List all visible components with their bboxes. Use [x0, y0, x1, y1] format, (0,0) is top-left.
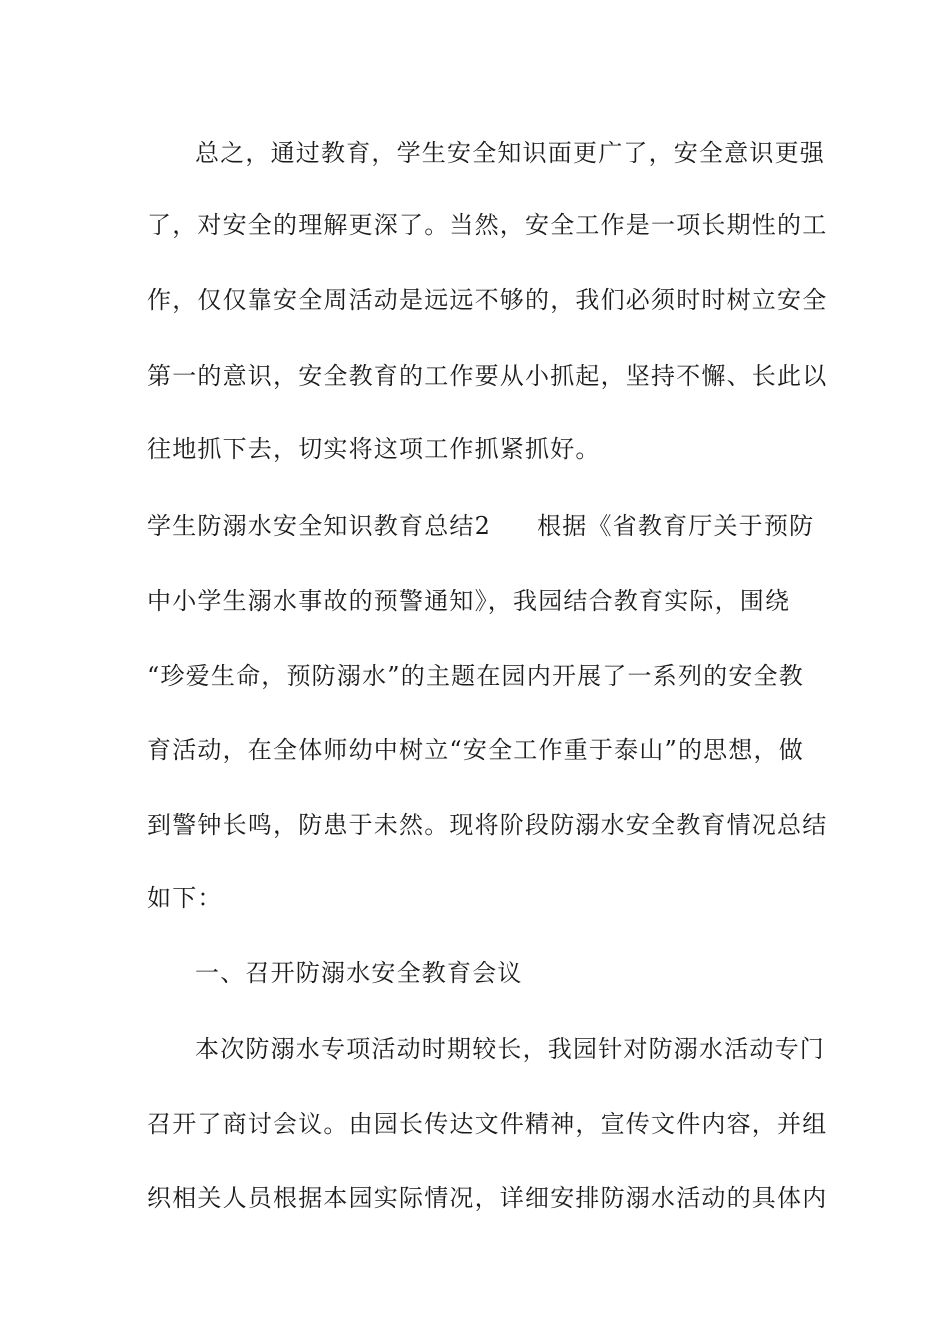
paragraph-line: 第一的意识，安全教育的工作要从小抓起，坚持不懈、长此以: [147, 362, 828, 390]
paragraph-start: 根据《省教育厅关于预防: [537, 512, 815, 540]
section-title: 学生防溺水安全知识教育总结2: [147, 512, 492, 540]
paragraph-line: 作，仅仅靠安全周活动是远远不够的，我们必须时时树立安全: [147, 286, 828, 314]
section-title-line: [147, 511, 815, 541]
paragraph-line: 本次防溺水专项活动时期较长，我园针对防溺水活动专门: [195, 1035, 825, 1063]
paragraph-line: 中小学生溺水事故的预警通知》，我园结合教育实际，围绕: [147, 587, 791, 615]
paragraph-line: 到警钟长鸣，防患于未然。现将阶段防溺水安全教育情况总结: [147, 811, 828, 839]
paragraph-line: 总之，通过教育，学生安全知识面更广了，安全意识更强: [195, 139, 825, 167]
paragraph-line: 织相关人员根据本园实际情况，详细安排防溺水活动的具体内: [147, 1184, 828, 1212]
subsection-heading: 一、召开防溺水安全教育会议: [195, 959, 523, 987]
paragraph-line: 召开了商讨会议。由园长传达文件精神，宣传文件内容，并组: [147, 1110, 828, 1138]
paragraph-line: 如下：: [147, 884, 223, 912]
paragraph-line: 了，对安全的理解更深了。当然，安全工作是一项长期性的工: [147, 211, 828, 239]
paragraph-line: “珍爱生命，预防溺水”的主题在园内开展了一系列的安全教: [147, 662, 804, 690]
paragraph-line: 育活动，在全体师幼中树立“安全工作重于泰山”的思想，做: [147, 736, 804, 764]
paragraph-line: 往地抓下去，切实将这项工作抓紧抓好。: [147, 435, 601, 463]
